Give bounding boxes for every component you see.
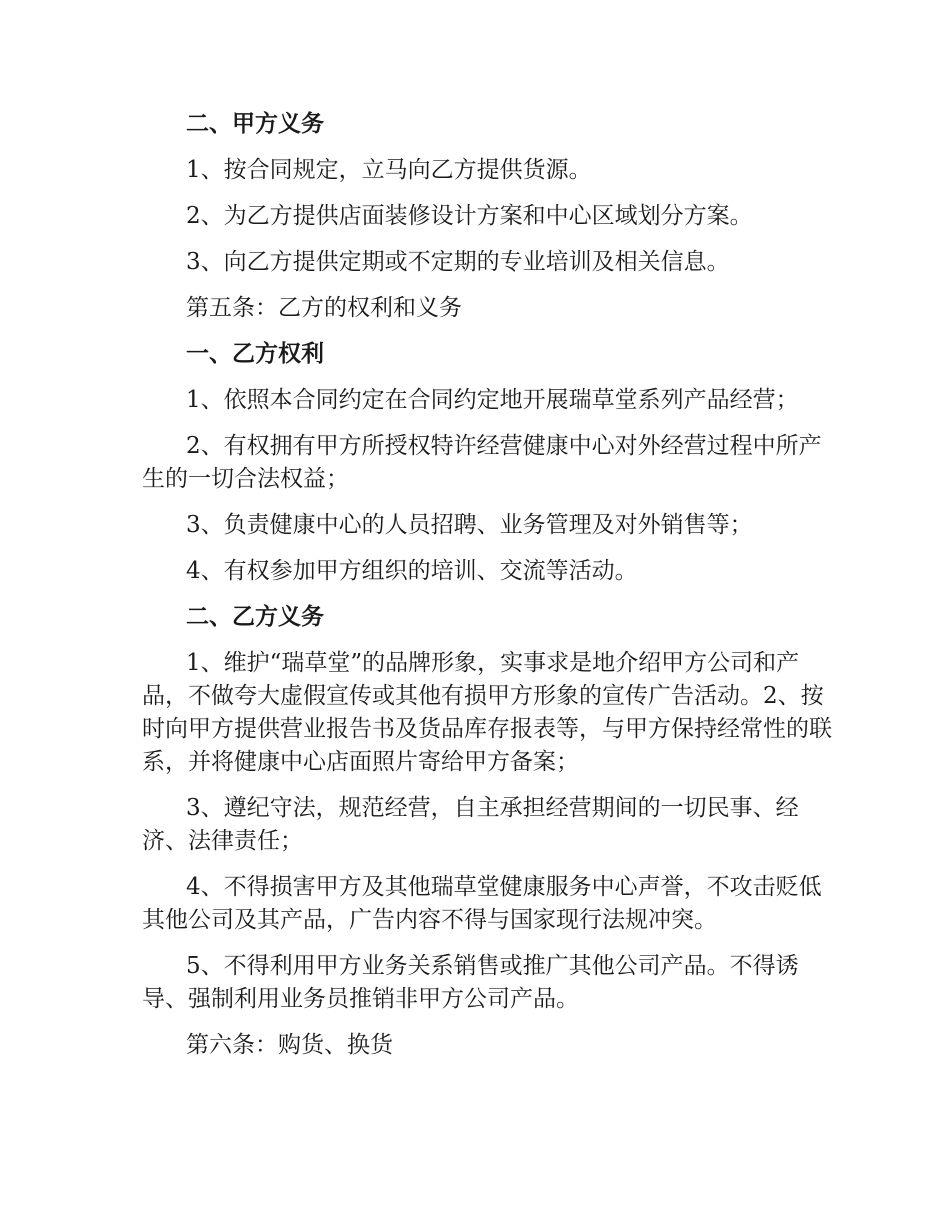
article-title-5: 第五条：乙方的权利和义务 xyxy=(186,295,462,321)
paragraph: 2、有权拥有甲方所授权特许经营健康中心对外经营过程中所产生的一切合法权益； xyxy=(142,433,822,492)
paragraph: 4、不得损害甲方及其他瑞草堂健康服务中心声誉，不攻击贬低其他公司及其产品，广告内容不得与国家现行法规冲突。 xyxy=(142,874,822,933)
article-title-6: 第六条：购货、换货 xyxy=(186,1032,393,1058)
paragraph: 1、维护“瑞草堂”的品牌形象，实事求是地介绍甲方公司和产品，不做夸大虚假宣传或其他有损甲方形象的宣传广告活动。2、按时向甲方提供营业报告书及货品库存报表等，与甲方保持经常性的联系，并将健康中心店面照片寄给甲方备案； xyxy=(142,650,832,775)
paragraph: 3、负责健康中心的人员招聘、业务管理及对外销售等； xyxy=(186,512,753,538)
section-heading-party-a-obligations: 二、甲方义务 xyxy=(186,111,324,137)
paragraph: 5、不得利用甲方业务关系销售或推广其他公司产品。不得诱导、强制利用业务员推销非甲方公司产品。 xyxy=(142,953,799,1012)
section-heading-party-b-rights: 一、乙方权利 xyxy=(186,341,324,367)
paragraph: 1、依照本合同约定在合同约定地开展瑞草堂系列产品经营； xyxy=(186,387,799,413)
paragraph: 1、按合同规定，立马向乙方提供货源。 xyxy=(186,157,592,183)
section-heading-party-b-obligations: 二、乙方义务 xyxy=(186,604,324,630)
paragraph: 3、向乙方提供定期或不定期的专业培训及相关信息。 xyxy=(186,249,730,275)
paragraph: 3、遵纪守法，规范经营，自主承担经营期间的一切民事、经济、法律责任； xyxy=(142,795,799,854)
paragraph: 4、有权参加甲方组织的培训、交流等活动。 xyxy=(186,558,638,584)
document-body xyxy=(142,108,832,1075)
paragraph: 2、为乙方提供店面装修设计方案和中心区域划分方案。 xyxy=(186,203,753,229)
